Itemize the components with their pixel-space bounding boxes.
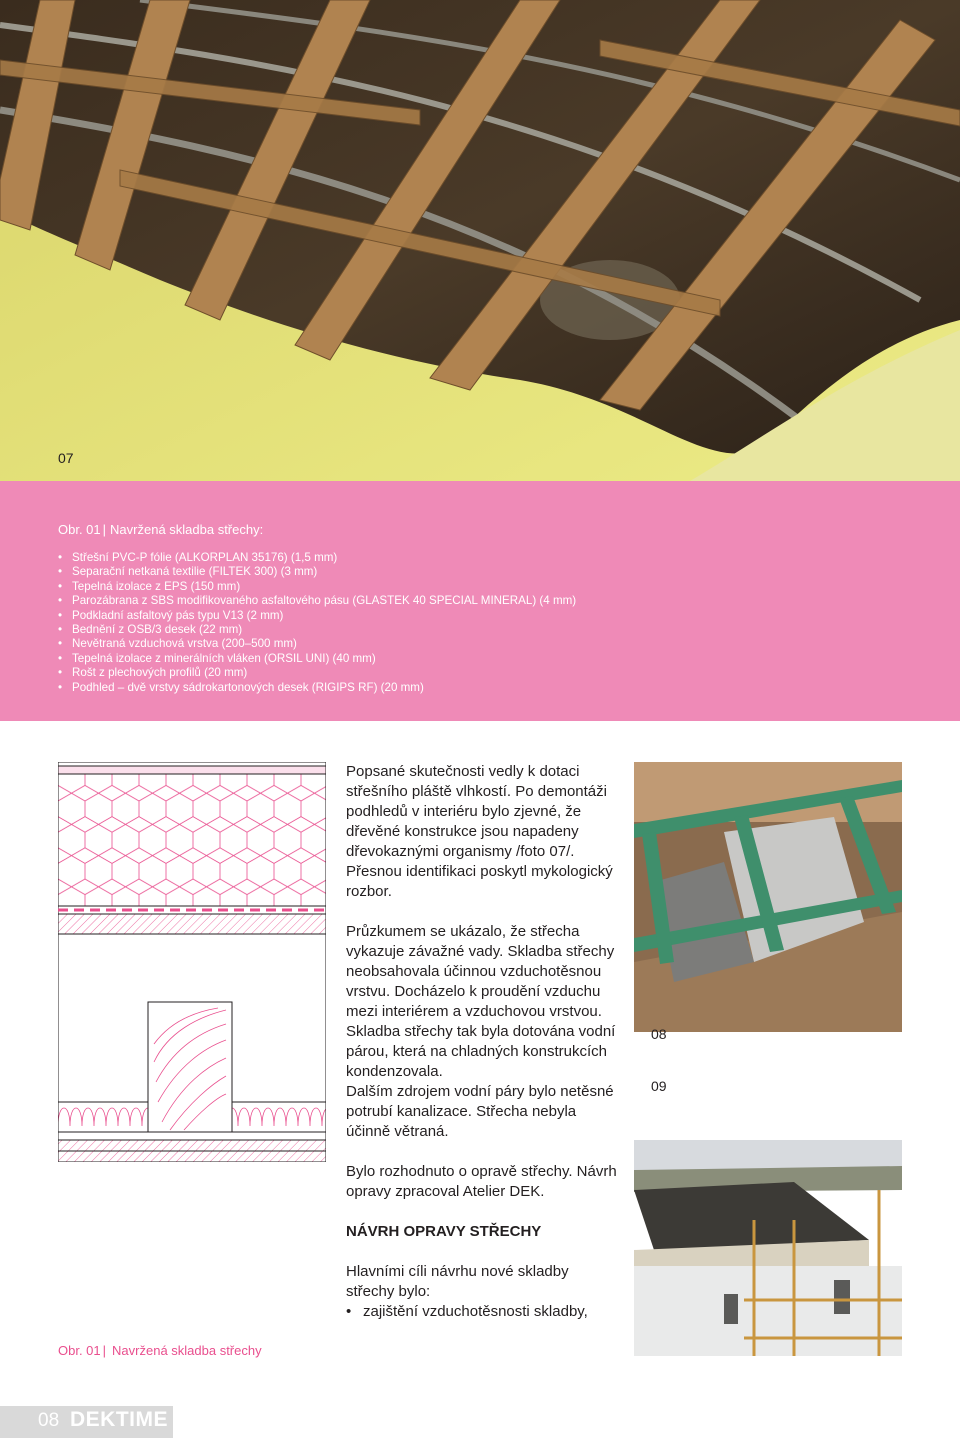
roof-section-diagram <box>58 762 326 1162</box>
list-item: • Podhled – dvě vrstvy sádrokartonových desek (RIGIPS RF) (20 mm) <box>58 681 576 695</box>
photo-damaged-ceiling <box>0 0 960 481</box>
photo-09-label: 09 <box>651 1078 667 1094</box>
list-item: • Střešní PVC-P fólie (ALKORPLAN 35176) (1,5 mm) <box>58 551 576 565</box>
page-number: 08 <box>38 1410 60 1431</box>
diagram-caption <box>58 1343 262 1358</box>
list-item: • Podkladní asfaltový pás typu V13 (2 mm) <box>58 609 576 623</box>
paragraph: Průzkumem se ukázalo, že střecha vykazuje závažné vady. Skladba střechy neobsahovala účinnou vzduchotěsnou vrstvu. Docházelo k proudění vzduchu mezi interiérem a vzduchovou vrstvou. <box>346 923 615 1020</box>
caption-separator: | <box>102 522 107 537</box>
list-item: • Rošt z plechových profilů (20 mm) <box>58 666 576 680</box>
figure-caption <box>58 522 263 537</box>
paragraph: Skladba střechy tak byla dotována vodní párou, která na chladných konstrukcích kondenzovala. <box>346 1023 616 1080</box>
section-heading: NÁVRH OPRAVY STŘECHY <box>346 1223 542 1240</box>
article-text <box>346 762 621 1322</box>
paragraph: Bylo rozhodnuto o opravě střechy. Návrh opravy zpracoval Atelier DEK. <box>346 1163 617 1200</box>
figure-caption-title: Navržená skladba střechy <box>112 1343 262 1358</box>
list-item: • Nevětraná vzduchová vrstva (200–500 mm) <box>58 637 576 651</box>
brand-logo: DEKTIME <box>70 1408 168 1431</box>
goals-list <box>346 1302 621 1322</box>
figure-caption-prefix: Obr. 01 <box>58 522 101 537</box>
photo-roof-repair <box>634 1070 902 1356</box>
list-item: • Tepelná izolace z minerálních vláken (ORSIL UNI) (40 mm) <box>58 652 576 666</box>
list-item: • Separační netkaná textilie (FILTEK 300) (3 mm) <box>58 565 576 579</box>
photo-07-label: 07 <box>58 450 74 466</box>
photo-roof-structure <box>634 762 902 1056</box>
figure-caption-title: Navržená skladba střechy: <box>110 522 264 537</box>
paragraph: Hlavními cíli návrhu nové skladby střechy bylo: <box>346 1263 569 1300</box>
list-item: • zajištění vzduchotěsnosti skladby, <box>346 1302 621 1322</box>
paragraph: Dalším zdrojem vodní páry bylo netěsné potrubí kanalizace. Střecha nebyla účinně větraná. <box>346 1083 614 1140</box>
layer-list <box>58 551 576 695</box>
figure-caption-prefix: Obr. 01 <box>58 1343 101 1358</box>
list-item: • Tepelná izolace z EPS (150 mm) <box>58 580 576 594</box>
list-item: • Parozábrana z SBS modifikovaného asfaltového pásu (GLASTEK 40 SPECIAL MINERAL) (4 mm) <box>58 594 576 608</box>
list-item: • Bednění z OSB/3 desek (22 mm) <box>58 623 576 637</box>
caption-separator: | <box>102 1343 107 1358</box>
photo-08-label: 08 <box>651 1026 667 1042</box>
paragraph: Popsané skutečnosti vedly k dotaci střešního pláště vlhkostí. Po demontáži podhledů v interiéru bylo zjevné, že dřevěné konstrukce jsou napadeny dřevokaznými organismy /foto 07/. Přesnou identifikaci poskytl mykologický rozbor. <box>346 763 613 900</box>
